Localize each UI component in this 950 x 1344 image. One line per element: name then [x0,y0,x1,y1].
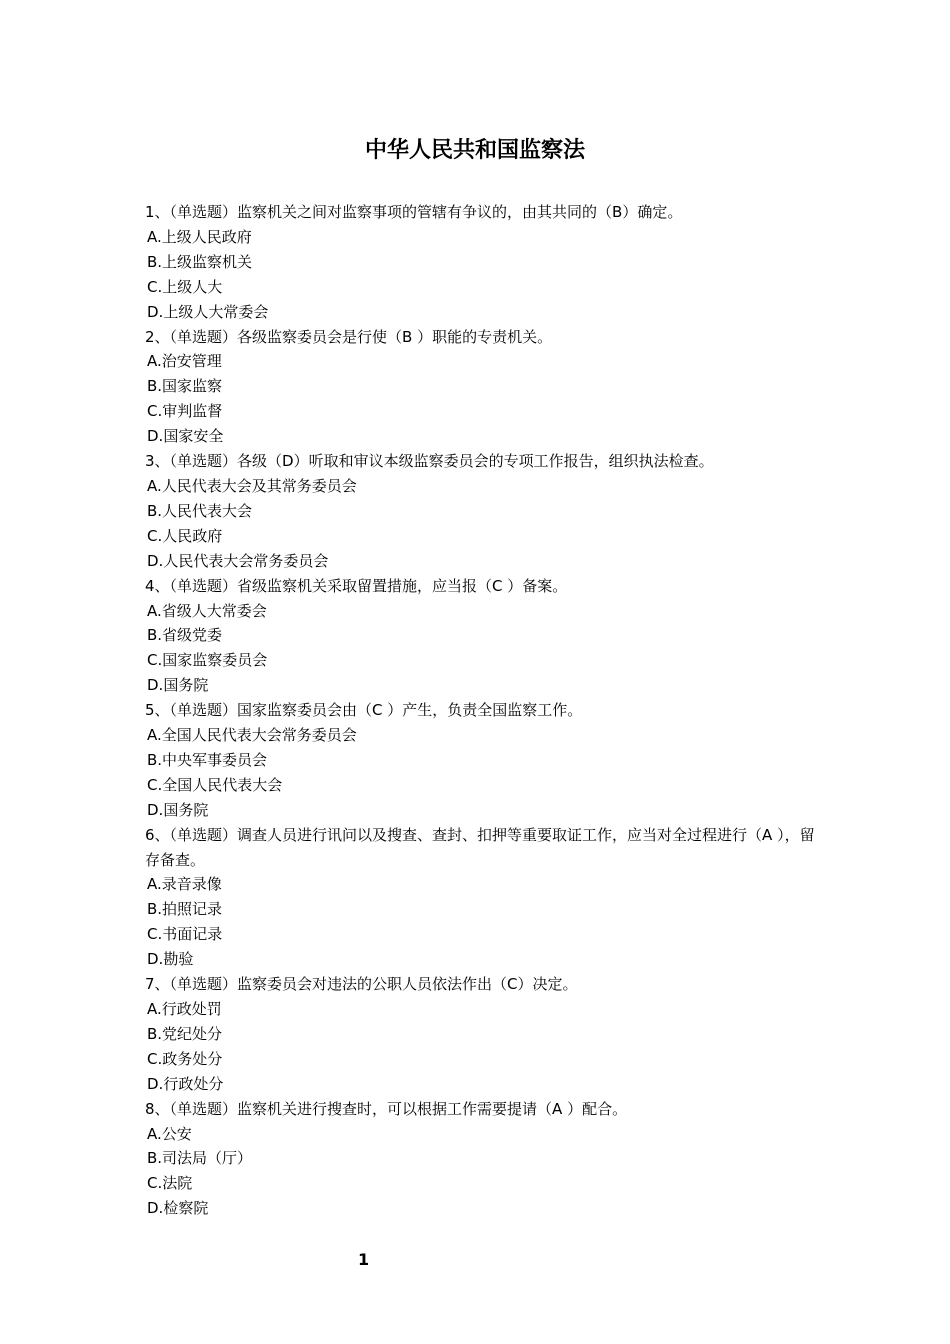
question-block [145,972,815,1097]
question-text: 2、（单选题）各级监察委员会是行使（B ）职能的专责机关。 [145,327,553,346]
option-b: B.人民代表大会 [147,501,253,520]
option-d: D.国务院 [147,800,209,819]
option-d: D.国家安全 [147,427,224,446]
option-c: C.全国人民代表大会 [147,775,283,794]
option-b: B.党纪处分 [147,1024,223,1043]
option-c: C.法院 [147,1174,193,1193]
option-c: C.人民政府 [147,526,223,545]
option-c: C.审判监督 [147,402,223,421]
option-d: D.上级人大常委会 [147,302,269,321]
option-b: B.上级监察机关 [147,252,253,271]
question-text: 3、（单选题）各级（D）听取和审议本级监察委员会的专项工作报告，组织执法检查。 [145,452,714,471]
option-a: A.公安 [147,1124,192,1143]
option-d: D.检察院 [147,1199,209,1218]
question-list [145,200,815,1221]
option-b: B.省级党委 [147,626,223,645]
option-a: A.全国人民代表大会常务委员会 [147,726,357,745]
option-a: A.治安管理 [147,352,222,371]
option-c: C.上级人大 [147,277,223,296]
question-block [145,449,815,574]
question-text: 1、（单选题）监察机关之间对监察事项的管辖有争议的，由其共同的（B）确定。 [145,203,683,221]
option-b: B.国家监察 [147,377,223,396]
option-c: C.书面记录 [147,925,223,944]
option-d: D.行政处分 [147,1074,224,1093]
option-c: C.国家监察委员会 [147,651,268,670]
question-block [145,325,815,450]
option-d: D.人民代表大会常务委员会 [147,551,329,570]
option-c: C.政务处分 [147,1049,223,1068]
question-text: 4、（单选题）省级监察机关采取留置措施，应当报（C ）备案。 [145,576,568,595]
question-block [145,200,815,325]
question-block [145,1097,815,1222]
question-text: 5、（单选题）国家监察委员会由（C ）产生，负责全国监察工作。 [145,701,583,720]
option-a: A.行政处罚 [147,1000,222,1018]
question-text: 6、（单选题）调查人员进行讯问以及搜查、查封、扣押等重要取证工作，应当对全过程进行（A ），留存备查。 [145,825,815,869]
question-block [145,698,815,823]
option-b: B.中央军事委员会 [147,750,268,769]
page-number: 1 [358,1250,370,1269]
page-title: 中华人民共和国监察法 [364,138,585,163]
option-a: A.上级人民政府 [147,227,252,246]
option-b: B.拍照记录 [147,900,223,919]
option-b: B.司法局（厅） [147,1149,253,1168]
option-d: D.国务院 [147,676,209,695]
option-d: D.勘验 [147,950,194,969]
question-text: 7、（单选题）监察委员会对违法的公职人员依法作出（C）决定。 [145,975,578,994]
question-block [145,574,815,699]
question-block [145,823,815,972]
question-text: 8、（单选题）监察机关进行搜查时，可以根据工作需要提请（A ）配合。 [145,1099,628,1118]
option-a: A.录音录像 [147,875,222,894]
option-a: A.人民代表大会及其常务委员会 [147,476,357,495]
option-a: A.省级人大常委会 [147,601,267,620]
